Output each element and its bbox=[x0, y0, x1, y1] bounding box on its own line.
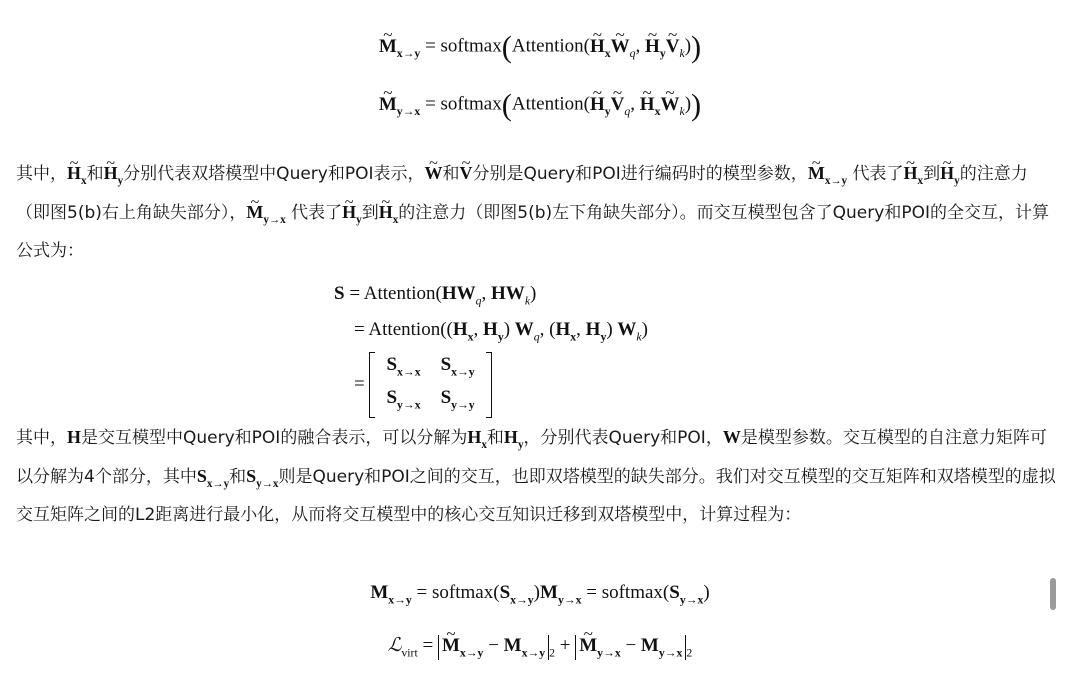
equation-virtual-loss: ℒ$_{virt}$ = ~ $M_{x\to y} - M_{x\to y}$ $_2$ + ~ $M_{y\to x} - M_{y\to x}$ $_2$ bbox=[0, 634, 1080, 660]
equation-s-interaction: $S = Attention(HW_q$, $HW_k$) = $Attention((H_x$, $H_y$) $W_q$, ($H_x$, $H_y$) $W_k$) = $S_{x\to x}$ $S_{x\to y}$ $S_{y\to x}$ $S_{y\to y}$ bbox=[334, 279, 648, 418]
paragraph-interaction-model: 其中，H是交互模型中Query和POI的融合表示，可以分解为$H_x$和$H_y$，分别代表Query和POI，W是模型参数。交互模型的自注意力矩阵可以分解为4个部分，其中$S_{x\to y}$和$S_{y\to x}$则是Query和POI之间的交互，也即双塔模型的缺失部分。我们对交互模型的交互矩阵和双塔模型的虚拟交互矩阵之间的L2距离进行最小化，从而将交互模型中的核心交互知识迁移到双塔模型中，计算过程为： bbox=[16, 427, 1056, 526]
equation-m-softmax-definition: $M_{x\to y}$ = $softmax(S_{x\to y})M_{y\to x}$ = $softmax(S_{y\to x})$ bbox=[370, 582, 710, 607]
equation-m-x-to-y: ~ $M_{x\to y}$ = softmax(Attention(~ $H_x\sim$ $W_q$, ~ $H_y\sim$ $V_k$)) bbox=[0, 30, 1080, 65]
scrollbar-thumb[interactable] bbox=[1050, 578, 1056, 610]
equation-m-y-to-x: ~ $M_{y\to x}$ = softmax(Attention(~ $H_y\sim$ $V_q$, ~ $H_x\sim$ $W_k$)) bbox=[0, 88, 1080, 123]
s-block-matrix: $S_{x\to x}$ $S_{x\to y}$ $S_{y\to x}$ $S_{y\to y}$ bbox=[369, 352, 491, 419]
paragraph-two-tower-notation: 其中，~ $H_x$和~ $H_y$分别代表双塔模型中Query和POI表示，~ W和~ V分别是Query和POI进行编码时的模型参数，~ $M_{x\to y}$ 代表了~ $H_x$到~ $H_y$的注意力（即图5(b)右上角缺失部分），~ $M_{y\to x}$ 代表了~ $H_y$到~ $H_x$的注意力（即图5(b)左下角缺失部分）。而交互模型包含了Query和POI的全交互，计算公式为： bbox=[16, 158, 1056, 267]
